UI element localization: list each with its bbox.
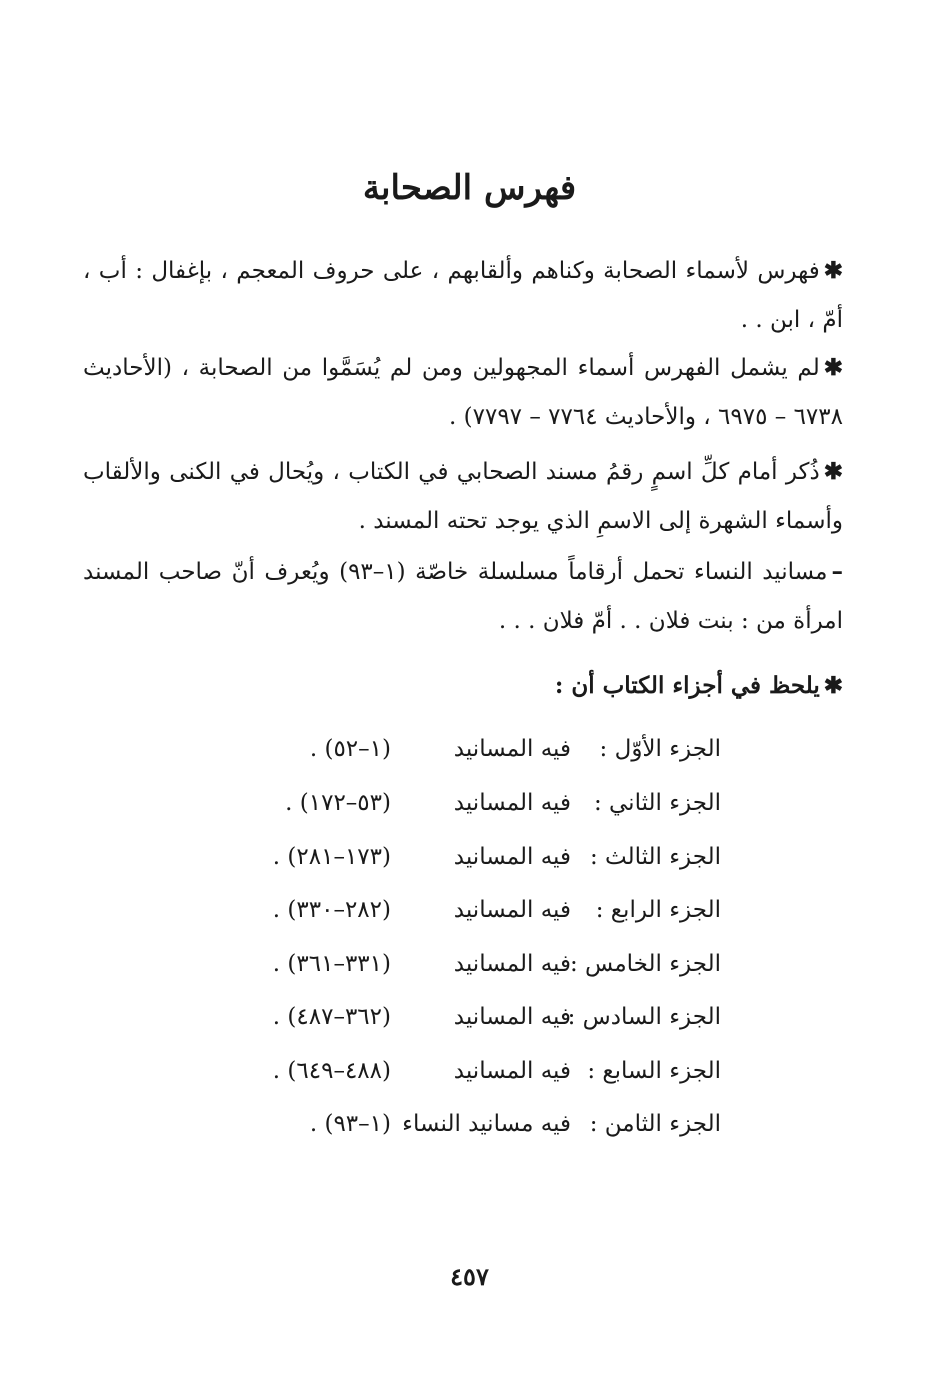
intro-paragraph-3: [83, 447, 843, 546]
volume-range: (١–٩٣) .: [309, 1111, 391, 1137]
intro-paragraph-1: [83, 246, 843, 345]
volume-content: فيه المسانيد: [453, 951, 571, 977]
paragraph-text: لم يشمل الفهرس أسماء المجهولين ومن لم يُسَمَّوا من الصحابة ، (الأحاديث ٦٧٣٨ – ٦٩٧٥ ، والأحاديث ٧٧٦٤ – ٧٧٩٧) .: [83, 355, 843, 430]
volume-name: الجزء الأوّل :: [599, 736, 721, 762]
volume-name: الجزء الرابع :: [595, 897, 721, 923]
volume-name: الجزء السادس :: [567, 1004, 721, 1030]
volume-content: فيه المسانيد: [453, 1058, 571, 1084]
volume-content: فيه مسانيد النساء: [402, 1111, 571, 1137]
volumes-list: [0, 736, 939, 1176]
volume-name: الجزء الثالث :: [589, 844, 721, 870]
volume-row: [0, 897, 939, 941]
volume-content: فيه المسانيد: [453, 1004, 571, 1030]
bullet-star-icon: ✱: [823, 257, 843, 284]
page-title: فهرس الصحابة: [362, 168, 577, 208]
volume-range: (١–٥٢) .: [309, 736, 391, 762]
volume-row: [0, 1111, 939, 1155]
volume-row: [0, 1058, 939, 1102]
intro-paragraph-4: [83, 547, 843, 646]
volume-row: [0, 844, 939, 888]
bullet-star-icon: ✱: [823, 672, 843, 699]
volume-content: فيه المسانيد: [453, 790, 571, 816]
volume-row: [0, 1004, 939, 1048]
volume-range: (٢٨٢–٣٣٠) .: [272, 897, 391, 923]
dash-bullet-icon: –: [831, 558, 843, 585]
volume-content: فيه المسانيد: [453, 736, 571, 762]
page-number: ٤٥٧: [450, 1262, 489, 1291]
volume-range: (٤٨٨–٦٤٩) .: [272, 1058, 391, 1084]
paragraph-text: ذُكر أمام كلِّ اسمٍ رقمُ مسند الصحابي في الكتاب ، ويُحال في الكنى والألقاب وأسماء الشهرة إلى الاسمِ الذي يوجد تحته المسند .: [83, 459, 843, 534]
volume-name: الجزء الثامن :: [589, 1111, 721, 1137]
paragraph-text: فهرس لأسماء الصحابة وكناهم وألقابهم ، على حروف المعجم ، بإغفال : أب ، أمّ ، ابن . .: [83, 258, 843, 333]
bullet-star-icon: ✱: [823, 458, 843, 485]
volume-content: فيه المسانيد: [453, 844, 571, 870]
intro-paragraph-2: [83, 343, 843, 442]
volume-name: الجزء الخامس :: [569, 951, 721, 977]
volume-name: الجزء السابع :: [587, 1058, 721, 1084]
volume-range: (٥٣–١٧٢) .: [285, 790, 391, 816]
paragraph-text: مسانيد النساء تحمل أرقاماً مسلسلة خاصّة (١–٩٣) ويُعرف أنّ صاحب المسند امرأة من : بنت فلان . . أمّ فلان . . .: [83, 559, 843, 634]
bullet-star-icon: ✱: [823, 354, 843, 381]
volume-row: [0, 736, 939, 780]
volume-range: (٣٣١–٣٦١) .: [272, 951, 391, 977]
volume-range: (٣٦٢–٤٨٧) .: [272, 1004, 391, 1030]
volume-content: فيه المسانيد: [453, 897, 571, 923]
volumes-note-text: يلحظ في أجزاء الكتاب أن :: [554, 672, 820, 699]
volume-row: [0, 951, 939, 995]
volume-name: الجزء الثاني :: [593, 790, 721, 816]
volumes-note: [555, 672, 843, 699]
volume-row: [0, 790, 939, 834]
volume-range: (١٧٣–٢٨١) .: [272, 844, 391, 870]
